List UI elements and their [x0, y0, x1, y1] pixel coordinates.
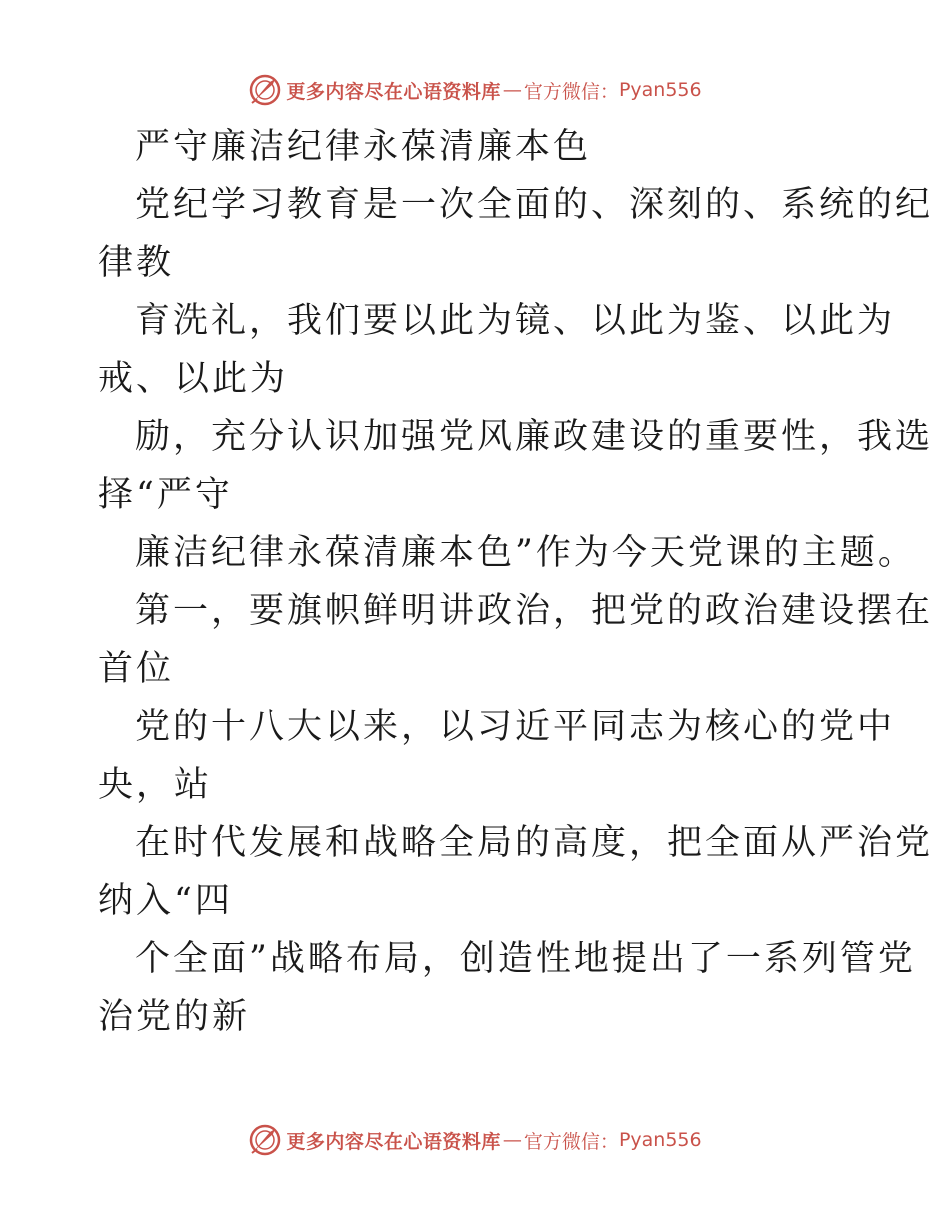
paragraph-line: 励，充分认识加强党风廉政建设的重要性，我选: [135, 417, 934, 457]
section-heading-cont: 首位: [98, 649, 175, 689]
paragraph-line: 育洗礼，我们要以此为镜、以此为鉴、以此为: [135, 301, 896, 341]
paragraph-line: 央，站: [98, 765, 213, 805]
paragraph-line: 廉洁纪律永葆清廉本色”作为今天党课的主题。: [135, 533, 916, 573]
paragraph-line: 择“严守: [98, 475, 233, 515]
paragraph-line: 个全面”战略布局，创造性地提出了一系列管党: [135, 939, 916, 979]
paragraph-line: 党的十八大以来，以习近平同志为核心的党中: [135, 707, 896, 747]
paragraph-line: 治党的新: [98, 997, 251, 1037]
paragraph-line: 纳入“四: [98, 881, 233, 921]
footer-wechat-id: Pyan556: [618, 1129, 702, 1151]
paragraph-line: 戒、以此为: [98, 359, 289, 399]
header-banner-separator: —: [502, 79, 522, 101]
document-body: [98, 118, 934, 1046]
paragraph-line: 在时代发展和战略全局的高度，把全面从严治党: [135, 823, 934, 863]
paragraph-line: 党纪学习教育是一次全面的、深刻的、系统的纪: [135, 185, 934, 225]
quill-pen-logo-icon: [248, 1123, 282, 1157]
quill-pen-logo-icon: [248, 73, 282, 107]
section-heading: 第一，要旗帜鲜明讲政治，把党的政治建设摆在: [135, 591, 934, 631]
document-title: 严守廉洁纪律永葆清廉本色: [135, 127, 592, 167]
header-wechat-id: Pyan556: [618, 79, 702, 101]
footer-banner-separator: —: [502, 1129, 522, 1151]
footer-wechat-label: 官方微信：: [523, 1130, 619, 1153]
header-wechat-label: 官方微信：: [523, 80, 619, 103]
footer-banner-text: 更多内容尽在心语资料库: [286, 1130, 501, 1153]
header-banner-text: 更多内容尽在心语资料库: [286, 80, 501, 103]
footer-banner: [0, 1120, 950, 1160]
header-banner: [0, 70, 950, 110]
paragraph-line: 律教: [98, 243, 175, 283]
